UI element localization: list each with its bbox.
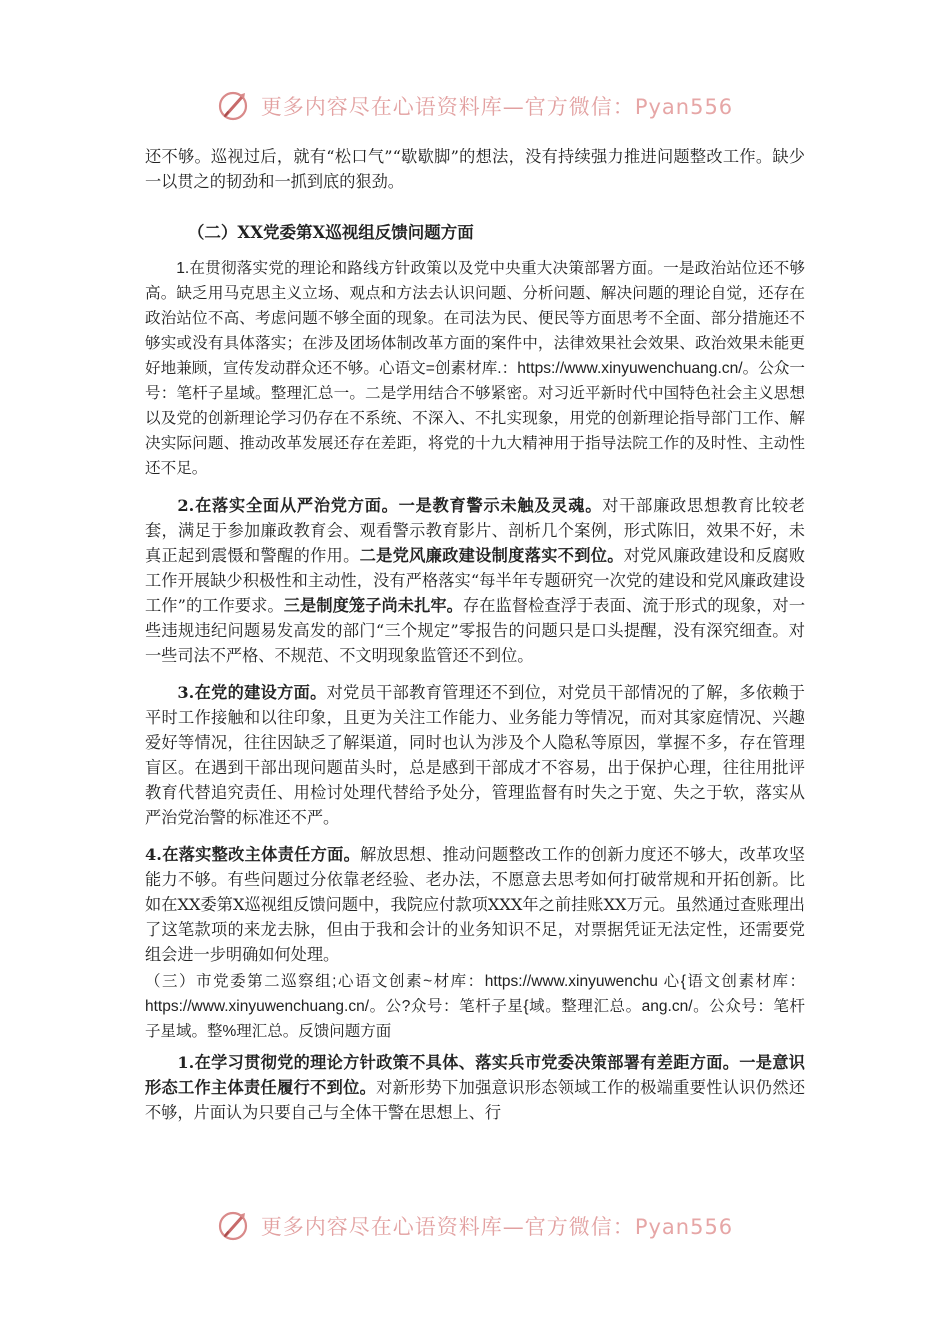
paragraph-continuation: 还不够。巡视过后，就有“松口气”“歇歇脚”的想法，没有持续强力推进问题整改工作。缺少一以贯之的韧劲和一抓到底的狠劲。 (145, 147, 805, 191)
pen-logo-icon (217, 89, 251, 123)
paragraph-3: 3.在党的建设方面。对党员干部教育管理还不到位，对党员干部情况的了解，多依赖于平时工作接触和以往印象，且更为关注工作能力、业务能力等情况，而对其家庭情况、兴趣爱好等情况，往往因缺乏了解渠道，同时也认为涉及个人隐私等原因，掌握不多，存在管理盲区。在遇到干部出现问题苗头时，总是感到干部成才不容易，出于保护心理，往往用批评教育代替追究责任、用检讨处理代替给予处分，管理监督有时失之于宽、失之于软，落实从严治党治警的标准还不严。 (145, 683, 805, 827)
watermark-text: 更多内容尽在心语资料库—官方微信：Pyan556 (260, 1215, 734, 1239)
header-watermark (0, 86, 950, 126)
section-heading: （二）XX党委第X巡视组反馈问题方面 (187, 223, 474, 242)
paragraph-4: 4.在落实整改主体责任方面。解放思想、推动问题整改工作的创新力度还不够大，改革攻坚能力不够。有些问题过分依靠老经验、老办法，不愿意去思考如何打破常规和开拓创新。比如在XX委第X巡视组反馈问题中，我院应付款项XXX年之前挂账XX万元。虽然通过查账理出了这笔款项的来龙去脉，但由于我和会计的业务知识不足，对票据凭证无法定性，还需要党组会进一步明确如何处理。 (145, 845, 805, 964)
pen-logo-icon (217, 1209, 251, 1243)
watermark-text: 更多内容尽在心语资料库—官方微信：Pyan556 (260, 95, 734, 119)
paragraph-5: （三）市党委第二巡察组;心语文创素~材库：https://www.xinyuwenchu 心{语文创素材库：https://www.xinyuwenchuang.cn/。公?众号：笔杆子星{域。整理汇总。ang.cn/。公众号：笔杆子星域。整%理汇总。反馈问题方面 (145, 973, 805, 1040)
paragraph-6: 1.在学习贯彻党的理论方针政策不具体、落实兵市党委决策部署有差距方面。一是意识形态工作主体责任履行不到位。对新形势下加强意识形态领域工作的极端重要性认识仍然还不够，片面认为只要自己与全体干警在思想上、行 (145, 1053, 806, 1122)
paragraph-2: 2.在落实全面从严治党方面。一是教育警示未触及灵魂。对干部廉政思想教育比较老套，满足于参加廉政教育会、观看警示教育影片、剖析几个案例，形式陈旧，效果不好，未真正起到震慑和警醒的作用。二是党风廉政建设制度落实不到位。对党风廉政建设和反腐败工作开展缺少积极性和主动性，没有严格落实“每半年专题研究一次党的建设和党风廉政建设工作”的工作要求。三是制度笼子尚未扎牢。存在监督检查浮于表面、流于形式的现象，对一些违规违纪问题易发高发的部门“三个规定”零报告的问题只是口头提醒，没有深究细查。对一些司法不严格、不规范、不文明现象监管还不到位。 (145, 496, 806, 665)
document-body (145, 144, 805, 1125)
footer-watermark (0, 1206, 950, 1246)
paragraph-1: 1.在贯彻落实党的理论和路线方针政策以及党中央重大决策部署方面。一是政治站位还不够高。缺乏用马克思主义立场、观点和方法去认识问题、分析问题、解决问题的理论自觉，还存在政治站位不高、考虑问题不够全面的现象。在司法为民、便民等方面思考不全面、部分措施还不够实或没有具体落实；在涉及团场体制改革方面的案件中，法律效果社会效果、政治效果未能更好地兼顾，宣传发动群众还不够。心语文=创素材库.：https://www.xinyuwenchuang.cn/。公众一号：笔杆子星域。整理汇总一。二是学用结合不够紧密。对习近平新时代中国特色社会主义思想以及党的创新理论学习仍存在不系统、不深入、不扎实现象，用党的创新理论指导部门工作、解决实际问题、推动改革发展还存在差距，将党的十九大精神用于指导法院工作的及时性、主动性还不足。 (145, 260, 805, 477)
